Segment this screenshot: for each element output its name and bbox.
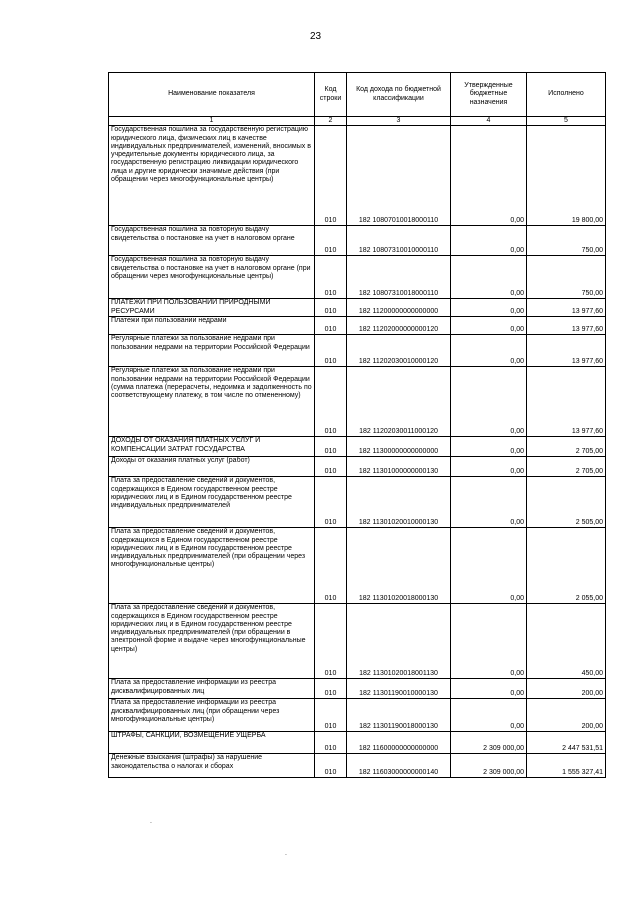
row-line-code: 010 [315,679,347,699]
row-income-code: 182 11301190018000130 [347,699,451,732]
row-income-code: 182 11200000000000000 [347,299,451,317]
row-name: Плата за предоставление информации из реестра дисквалифицированных лиц (при обращении через многофункциональные центры) [109,699,315,732]
row-approved: 0,00 [451,457,527,477]
scan-mark: . [285,850,287,857]
row-executed: 200,00 [527,699,606,732]
row-executed: 750,00 [527,256,606,299]
column-number: 3 [347,117,451,126]
row-income-code: 182 11603000000000140 [347,754,451,778]
header-executed: Исполнено [527,73,606,117]
row-income-code: 182 11202000000000120 [347,317,451,335]
row-approved: 0,00 [451,226,527,256]
column-number: 5 [527,117,606,126]
table-row [109,679,606,699]
row-executed: 750,00 [527,226,606,256]
row-executed: 19 800,00 [527,126,606,226]
row-name: Государственная пошлина за повторную выдачу свидетельства о постановке на учет в налоговом органе (при обращении через многофункциональные центры) [109,256,315,299]
column-number: 2 [315,117,347,126]
row-line-code: 010 [315,126,347,226]
row-name: Плата за предоставление информации из реестра дисквалифицированных лиц [109,679,315,699]
budget-income-table [108,72,606,778]
row-line-code: 010 [315,477,347,528]
table-row [109,367,606,437]
table-row [109,457,606,477]
row-income-code: 182 11301000000000130 [347,457,451,477]
table-row [109,604,606,679]
column-number: 1 [109,117,315,126]
row-income-code: 182 11301020018000130 [347,528,451,604]
row-approved: 0,00 [451,699,527,732]
table-row [109,226,606,256]
row-name: Денежные взыскания (штрафы) за нарушение законодательства о налогах и сборах [109,754,315,778]
row-line-code: 010 [315,367,347,437]
row-line-code: 010 [315,754,347,778]
row-name: Плата за предоставление сведений и документов, содержащихся в Едином государственном реестре юридических лиц и в Едином государственном реестре индивидуальных предпринимателей (при обращении через многофункциональные центры) [109,528,315,604]
row-line-code: 010 [315,256,347,299]
row-executed: 2 447 531,51 [527,732,606,754]
row-approved: 0,00 [451,335,527,367]
row-line-code: 010 [315,299,347,317]
row-income-code: 182 11301020018001130 [347,604,451,679]
table-row [109,317,606,335]
table-row [109,299,606,317]
row-executed: 2 505,00 [527,477,606,528]
row-approved: 0,00 [451,679,527,699]
row-income-code: 182 11301020010000130 [347,477,451,528]
row-line-code: 010 [315,732,347,754]
table-row [109,477,606,528]
row-executed: 13 977,60 [527,317,606,335]
row-executed: 1 555 327,41 [527,754,606,778]
row-income-code: 182 10807310018000110 [347,256,451,299]
row-line-code: 010 [315,226,347,256]
row-name: ДОХОДЫ ОТ ОКАЗАНИЯ ПЛАТНЫХ УСЛУГ И КОМПЕНСАЦИИ ЗАТРАТ ГОСУДАРСТВА [109,437,315,457]
row-income-code: 182 10807010018000110 [347,126,451,226]
row-approved: 2 309 000,00 [451,754,527,778]
row-line-code: 010 [315,335,347,367]
row-approved: 0,00 [451,477,527,528]
row-name: Платежи при пользовании недрами [109,317,315,335]
row-name: Плата за предоставление сведений и документов, содержащихся в Едином государственном реестре юридических лиц и в Едином государственном реестре индивидуальных предпринимателей (при обращении в электронной форме и выдаче через многофункциональные центры) [109,604,315,679]
row-executed: 2 705,00 [527,457,606,477]
row-income-code: 182 11301190010000130 [347,679,451,699]
row-income-code: 182 11300000000000000 [347,437,451,457]
row-income-code: 182 11600000000000000 [347,732,451,754]
table-row [109,437,606,457]
table-row [109,732,606,754]
table-row [109,528,606,604]
row-name: Регулярные платежи за пользование недрами при пользовании недрами на территории Российской Федерации [109,335,315,367]
row-name: Доходы от оказания платных услуг (работ) [109,457,315,477]
row-line-code: 010 [315,604,347,679]
row-income-code: 182 11202030010000120 [347,335,451,367]
row-executed: 2 705,00 [527,437,606,457]
row-income-code: 182 10807310010000110 [347,226,451,256]
header-name: Наименование показателя [109,73,315,117]
header-line-code: Код строки [315,73,347,117]
row-executed: 13 977,60 [527,367,606,437]
row-name: ПЛАТЕЖИ ПРИ ПОЛЬЗОВАНИИ ПРИРОДНЫМИ РЕСУРСАМИ [109,299,315,317]
row-executed: 2 055,00 [527,528,606,604]
row-approved: 0,00 [451,256,527,299]
row-line-code: 010 [315,437,347,457]
row-name: Регулярные платежи за пользование недрами при пользовании недрами на территории Российской Федерации (сумма платежа (перерасчеты, недоимка и задолженность по соответствующему платежу, в том числе по отмененному) [109,367,315,437]
row-executed: 200,00 [527,679,606,699]
row-approved: 0,00 [451,299,527,317]
row-line-code: 010 [315,528,347,604]
table-row [109,256,606,299]
row-name: Государственная пошлина за государственную регистрацию юридического лица, физических лиц в качестве индивидуальных предпринимателей, изменений, вносимых в учредительные документы юридического лица, за государственную регистрацию ликвидации юридического лица и другие юридически значимые действия (при обращении через многофункциональные центры) [109,126,315,226]
row-executed: 13 977,60 [527,335,606,367]
header-income-code: Код дохода по бюджетной классификации [347,73,451,117]
header-approved: Утвержденные бюджетные назначения [451,73,527,117]
page-number: 23 [309,31,322,42]
row-name: Плата за предоставление сведений и документов, содержащихся в Едином государственном реестре юридических лиц и в Едином государственном реестре индивидуальных предпринимателей [109,477,315,528]
row-approved: 0,00 [451,367,527,437]
row-approved: 0,00 [451,437,527,457]
row-name: ШТРАФЫ, САНКЦИИ, ВОЗМЕЩЕНИЕ УЩЕРБА [109,732,315,754]
scan-mark: . [150,818,152,825]
row-line-code: 010 [315,457,347,477]
row-approved: 0,00 [451,528,527,604]
row-approved: 0,00 [451,126,527,226]
column-number: 4 [451,117,527,126]
row-line-code: 010 [315,317,347,335]
table-row [109,699,606,732]
table-row [109,335,606,367]
row-income-code: 182 11202030011000120 [347,367,451,437]
row-name: Государственная пошлина за повторную выдачу свидетельства о постановке на учет в налоговом органе [109,226,315,256]
row-executed: 450,00 [527,604,606,679]
row-approved: 2 309 000,00 [451,732,527,754]
row-line-code: 010 [315,699,347,732]
table-row [109,126,606,226]
row-executed: 13 977,60 [527,299,606,317]
table-row [109,754,606,778]
row-approved: 0,00 [451,604,527,679]
row-approved: 0,00 [451,317,527,335]
